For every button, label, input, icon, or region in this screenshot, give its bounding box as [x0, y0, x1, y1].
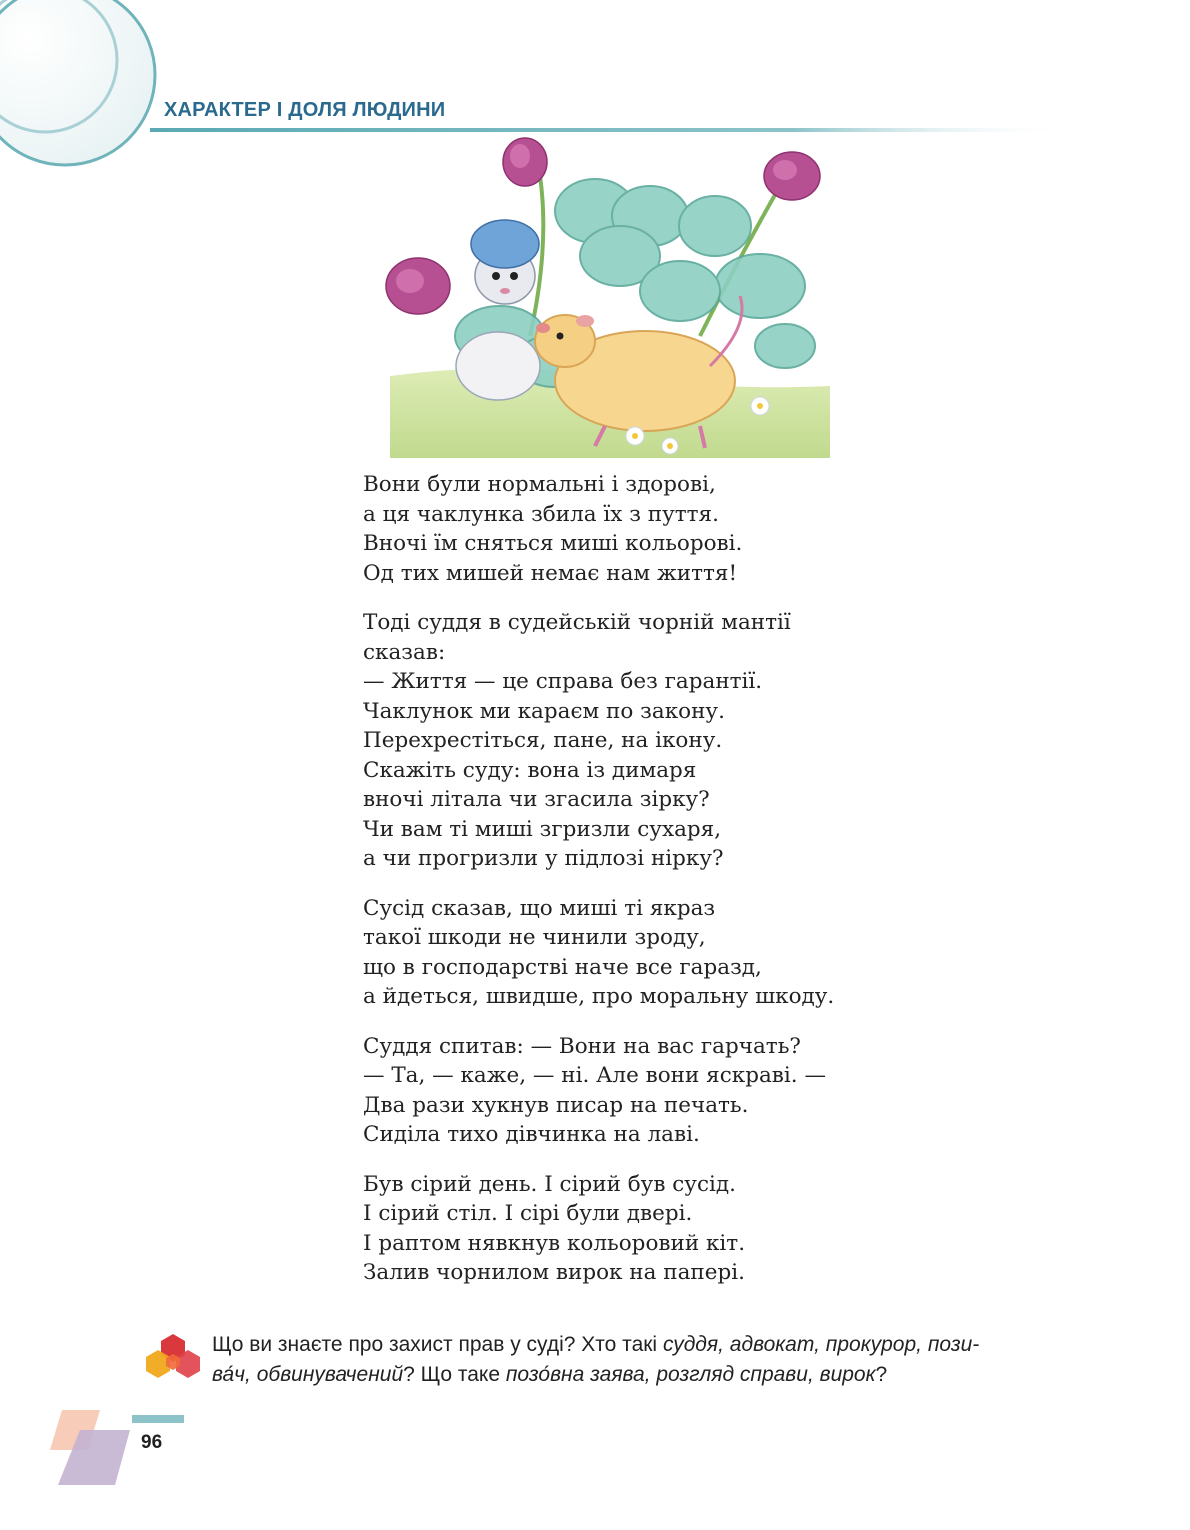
poem-line: сказав: [363, 639, 446, 665]
poem-line: вночі літала чи згасила зірку? [363, 787, 710, 812]
poem-line: Сусід сказав, що миші ті якраз [363, 895, 716, 921]
poem-line: що в господарстві наче все гаразд, [363, 954, 762, 980]
stanza-3 [363, 894, 983, 1012]
poem-line: такої шкоди не чинили зроду, [363, 925, 706, 950]
question-part: Що ви знаєте про захист прав у суді? Хто такі [212, 1333, 663, 1356]
question-terms: суддя, адвокат, прокурор, пози- [662, 1333, 980, 1356]
page-number: 96 [141, 1432, 163, 1453]
question-part: ? Що таке [403, 1363, 506, 1386]
stanza-4 [363, 1032, 983, 1150]
poem-line: а ця чаклунка збила їх з пуття. [363, 501, 719, 527]
poem-line: Од тих мишей немає нам життя! [363, 560, 738, 586]
poem-line: Був сірий день. І сірий був сусід. [363, 1171, 736, 1197]
hexagons-icon [140, 1332, 206, 1382]
stanza-5 [363, 1170, 983, 1288]
poem-line: Вночі їм сняться миші кольорові. [363, 531, 743, 556]
poem-line: Чаклунок ми караєм по закону. [363, 698, 725, 724]
poem-line: Два рази хукнув писар на печать. [363, 1092, 749, 1118]
mouse-clover-illustration [380, 136, 840, 458]
stanza-1 [363, 470, 983, 588]
poem-line: Перехрестіться, пане, на ікону. [363, 728, 723, 753]
poem-line: — Життя — це справа без гарантії. [363, 669, 763, 694]
poem-line: Суддя спитав: — Вони на вас гарчать? [363, 1033, 801, 1059]
poem-line: Тоді суддя в судейській чорній мантії [363, 610, 791, 635]
stanza-2 [363, 608, 983, 874]
poem-line: а йдеться, швидше, про моральну шкоду. [363, 984, 835, 1009]
poem-line: І раптом нявкнув кольоровий кіт. [363, 1230, 746, 1256]
poem-line: Чи вам ті миші згризли сухаря, [363, 816, 722, 842]
page-corner-decoration [50, 1405, 190, 1495]
chapter-title: ХАРАКТЕР І ДОЛЯ ЛЮДИНИ [164, 99, 446, 121]
question-text [212, 1330, 1092, 1390]
poem-line: Залив чорнилом вирок на папері. [363, 1260, 745, 1285]
poem-line: Скажіть суду: вона із димаря [363, 757, 697, 783]
question-part: ? [875, 1363, 888, 1386]
poem-line: — Та, — каже, — ні. Але вони яскраві. — [363, 1063, 826, 1088]
question-terms: позо́вна заява, розгляд справи, вирок [505, 1363, 876, 1386]
poem [363, 470, 983, 1308]
question-terms: ва́ч, обвинувачений [212, 1363, 404, 1386]
poem-line: Сиділа тихо дівчинка на лаві. [363, 1122, 700, 1147]
poem-line: Вони були нормальні і здорові, [363, 472, 716, 497]
poem-line: І сірий стіл. І сірі були двері. [363, 1201, 693, 1226]
poem-line: а чи прогризли у підлозі нірку? [363, 846, 724, 871]
